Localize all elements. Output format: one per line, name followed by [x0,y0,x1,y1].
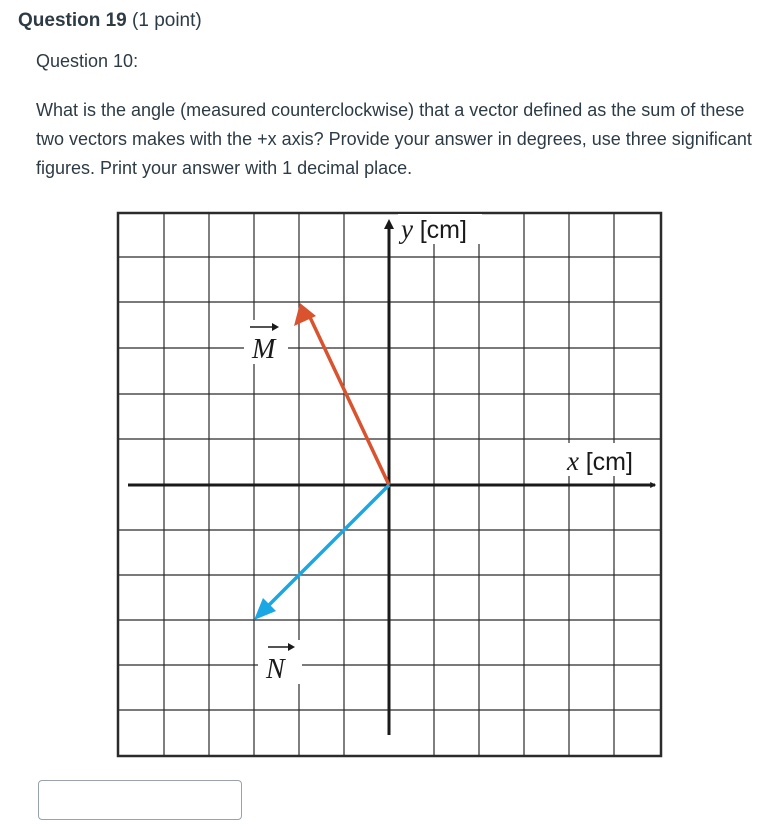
vector-m-name: M [252,334,276,365]
vector-n-name: N [266,654,285,685]
question-points: (1 point) [132,10,202,31]
question-number: Question 19 [18,10,127,31]
vector-n [265,485,389,609]
answer-input[interactable] [38,780,242,820]
x-axis-label: x [cm] [567,446,633,476]
question-text: What is the angle (measured counterclockwise) that a vector defined as the sum of these two vectors makes with the +x axis? Provide your answer in degrees, use three significant figures. Print your answer with 1 decimal place. [36,100,752,178]
vector-m [308,313,389,485]
y-axis-arrowhead [384,219,394,229]
y-axis-label: y [cm] [401,214,467,244]
question-subtitle: Question 10: [36,51,139,71]
